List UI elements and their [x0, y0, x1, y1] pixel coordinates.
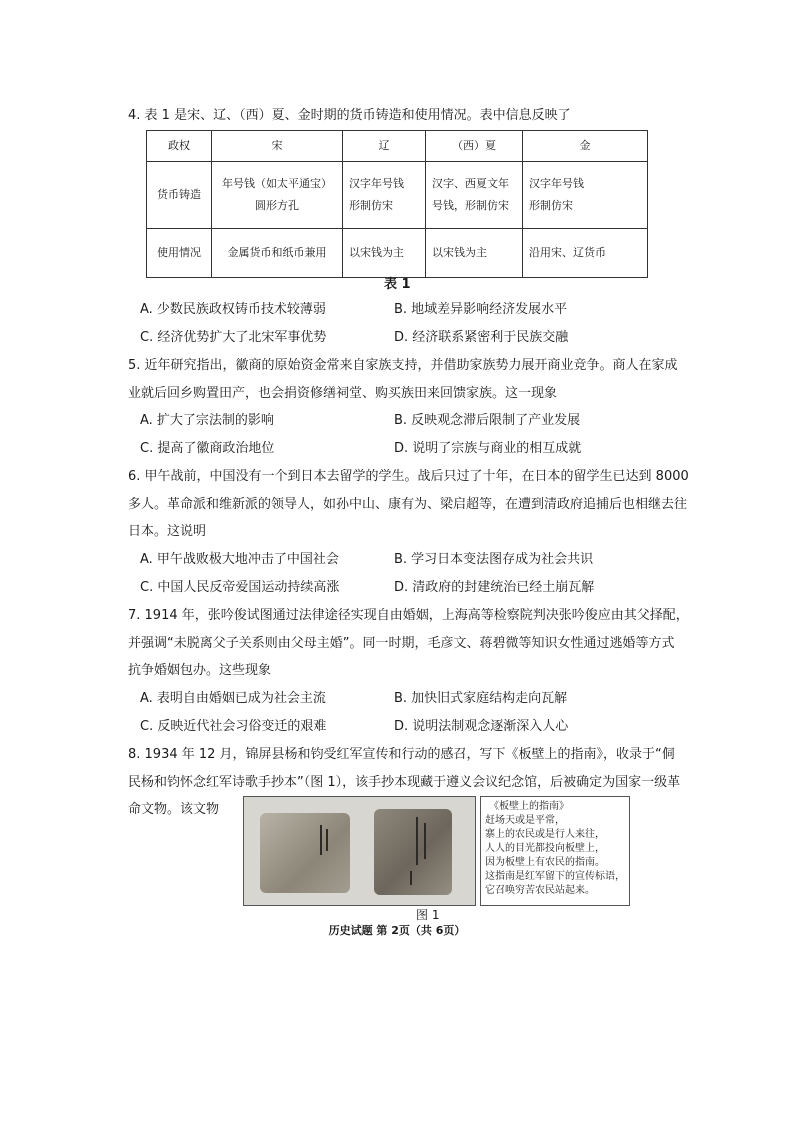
poem-title: 《板壁上的指南》: [489, 801, 569, 812]
poem-line: 寨上的农民或是行人来往，: [485, 829, 605, 840]
q8-line: 民杨和钧怀念红军诗歌手抄本”（图 1），该手抄本现藏于遵义会议纪念馆，后被确定为国家一级革: [128, 775, 681, 790]
q7-option-d[interactable]: D. 说明法制观念逐渐深入人心: [394, 719, 569, 734]
q6-line: 多人。革命派和维新派的领导人，如孙中山、康有为、梁启超等，在遭到清政府追捕后也相继去往: [128, 497, 688, 512]
table-cell: [523, 162, 648, 229]
q5-option-b[interactable]: B. 反映观念滞后限制了产业发展: [394, 413, 581, 428]
q7-option-b[interactable]: B. 加快旧式家庭结构走向瓦解: [394, 691, 568, 706]
cell-line: 汉字、西夏文年: [432, 177, 509, 190]
q8-line: 8. 1934 年 12 月，锦屏县杨和钧受红军宣传和行动的感召，写下《板壁上的指南》，收录于“侗: [128, 747, 675, 762]
q7-option-c[interactable]: C. 反映近代社会习俗变迁的艰难: [140, 719, 327, 734]
q7-line: 并强调“未脱离父子关系则由父母主婚”。同一时期，毛彦文、蒋碧微等知识女性通过逃婚等方式: [128, 636, 675, 651]
cell-line: 号钱，形制仿宋: [432, 199, 509, 212]
table-header-cell: 辽: [343, 131, 426, 162]
poem-box: [480, 796, 630, 906]
cell-line: 汉字年号钱: [349, 177, 404, 190]
q4-option-b[interactable]: B. 地域差异影响经济发展水平: [394, 302, 568, 317]
poem-line: 因为板壁上有农民的指南。: [485, 857, 605, 868]
table-cell: [212, 162, 343, 229]
cell-line: 圆形方孔: [255, 199, 299, 212]
manuscript-book-image: [260, 813, 350, 893]
q5-option-a[interactable]: A. 扩大了宗法制的影响: [140, 413, 274, 428]
poem-line: 这指南是红军留下的宣传标语，: [485, 871, 625, 882]
cell-line: 年号钱（如太平通宝）: [222, 177, 332, 190]
table-header-cell: 宋: [212, 131, 343, 162]
table-cell: 沿用宋、辽货币: [523, 229, 648, 278]
table-header-cell: （西）夏: [426, 131, 523, 162]
table-header-cell: 政权: [147, 131, 212, 162]
manuscript-book-image: [374, 809, 452, 895]
table-cell: 以宋钱为主: [426, 229, 523, 278]
table-cell: 以宋钱为主: [343, 229, 426, 278]
q6-line: 6. 甲午战前，中国没有一个到日本去留学的学生。战后只过了十年，在日本的留学生已达到 8000: [128, 469, 689, 484]
cell-line: 汉字年号钱: [529, 177, 584, 190]
q6-option-b[interactable]: B. 学习日本变法图存成为社会共识: [394, 552, 594, 567]
q6-line: 日本。这说明: [128, 524, 207, 539]
manuscript-photo: [243, 796, 476, 906]
q6-option-a[interactable]: A. 甲午战败极大地冲击了中国社会: [140, 552, 339, 567]
q5-line: 5. 近年研究指出，徽商的原始资金常来自家族支持，并借助家族势力展开商业竞争。商人在家成: [128, 358, 678, 373]
q8-line: 命文物。该文物: [128, 802, 220, 817]
currency-table: [146, 130, 648, 278]
q7-option-a[interactable]: A. 表明自由婚姻已成为社会主流: [140, 691, 326, 706]
table-cell: [343, 162, 426, 229]
poem-line: 人人的目光都投向板壁上，: [485, 843, 605, 854]
figure-caption: 图 1: [416, 908, 440, 922]
table-caption: 表 1: [384, 277, 411, 292]
q7-line: 抗争婚姻包办。这些现象: [128, 663, 272, 678]
q5-line: 业就后回乡购置田产，也会捐资修缮祠堂、购买族田来回馈家族。这一现象: [128, 386, 558, 401]
q4-option-a[interactable]: A. 少数民族政权铸币技术较薄弱: [140, 302, 326, 317]
q6-option-c[interactable]: C. 中国人民反帝爱国运动持续高涨: [140, 580, 340, 595]
page-footer: 历史试题 第 2页（共 6页）: [328, 924, 466, 937]
q5-option-c[interactable]: C. 提高了徽商政治地位: [140, 441, 275, 456]
poem-line: 赶场天或是平常，: [485, 815, 565, 826]
table-row-label: 使用情况: [147, 229, 212, 278]
q7-line: 7. 1914 年，张吟俊试图通过法律途径实现自由婚姻，上海高等检察院判决张吟俊应由其父择配，: [128, 608, 689, 623]
q4-option-c[interactable]: C. 经济优势扩大了北宋军事优势: [140, 330, 327, 345]
cell-line: 形制仿宋: [529, 199, 573, 212]
table-row-label: 货币铸造: [147, 162, 212, 229]
cell-line: 形制仿宋: [349, 199, 393, 212]
q6-option-d[interactable]: D. 清政府的封建统治已经土崩瓦解: [394, 580, 595, 595]
table-cell: 金属货币和纸币兼用: [212, 229, 343, 278]
q4-option-d[interactable]: D. 经济联系紧密利于民族交融: [394, 330, 569, 345]
q4-stem: 4. 表 1 是宋、辽、（西）夏、金时期的货币铸造和使用情况。表中信息反映了: [128, 108, 571, 123]
table-header-cell: 金: [523, 131, 648, 162]
table-cell: [426, 162, 523, 229]
q5-option-d[interactable]: D. 说明了宗族与商业的相互成就: [394, 441, 582, 456]
poem-line: 它召唤穷苦农民站起来。: [485, 885, 595, 896]
